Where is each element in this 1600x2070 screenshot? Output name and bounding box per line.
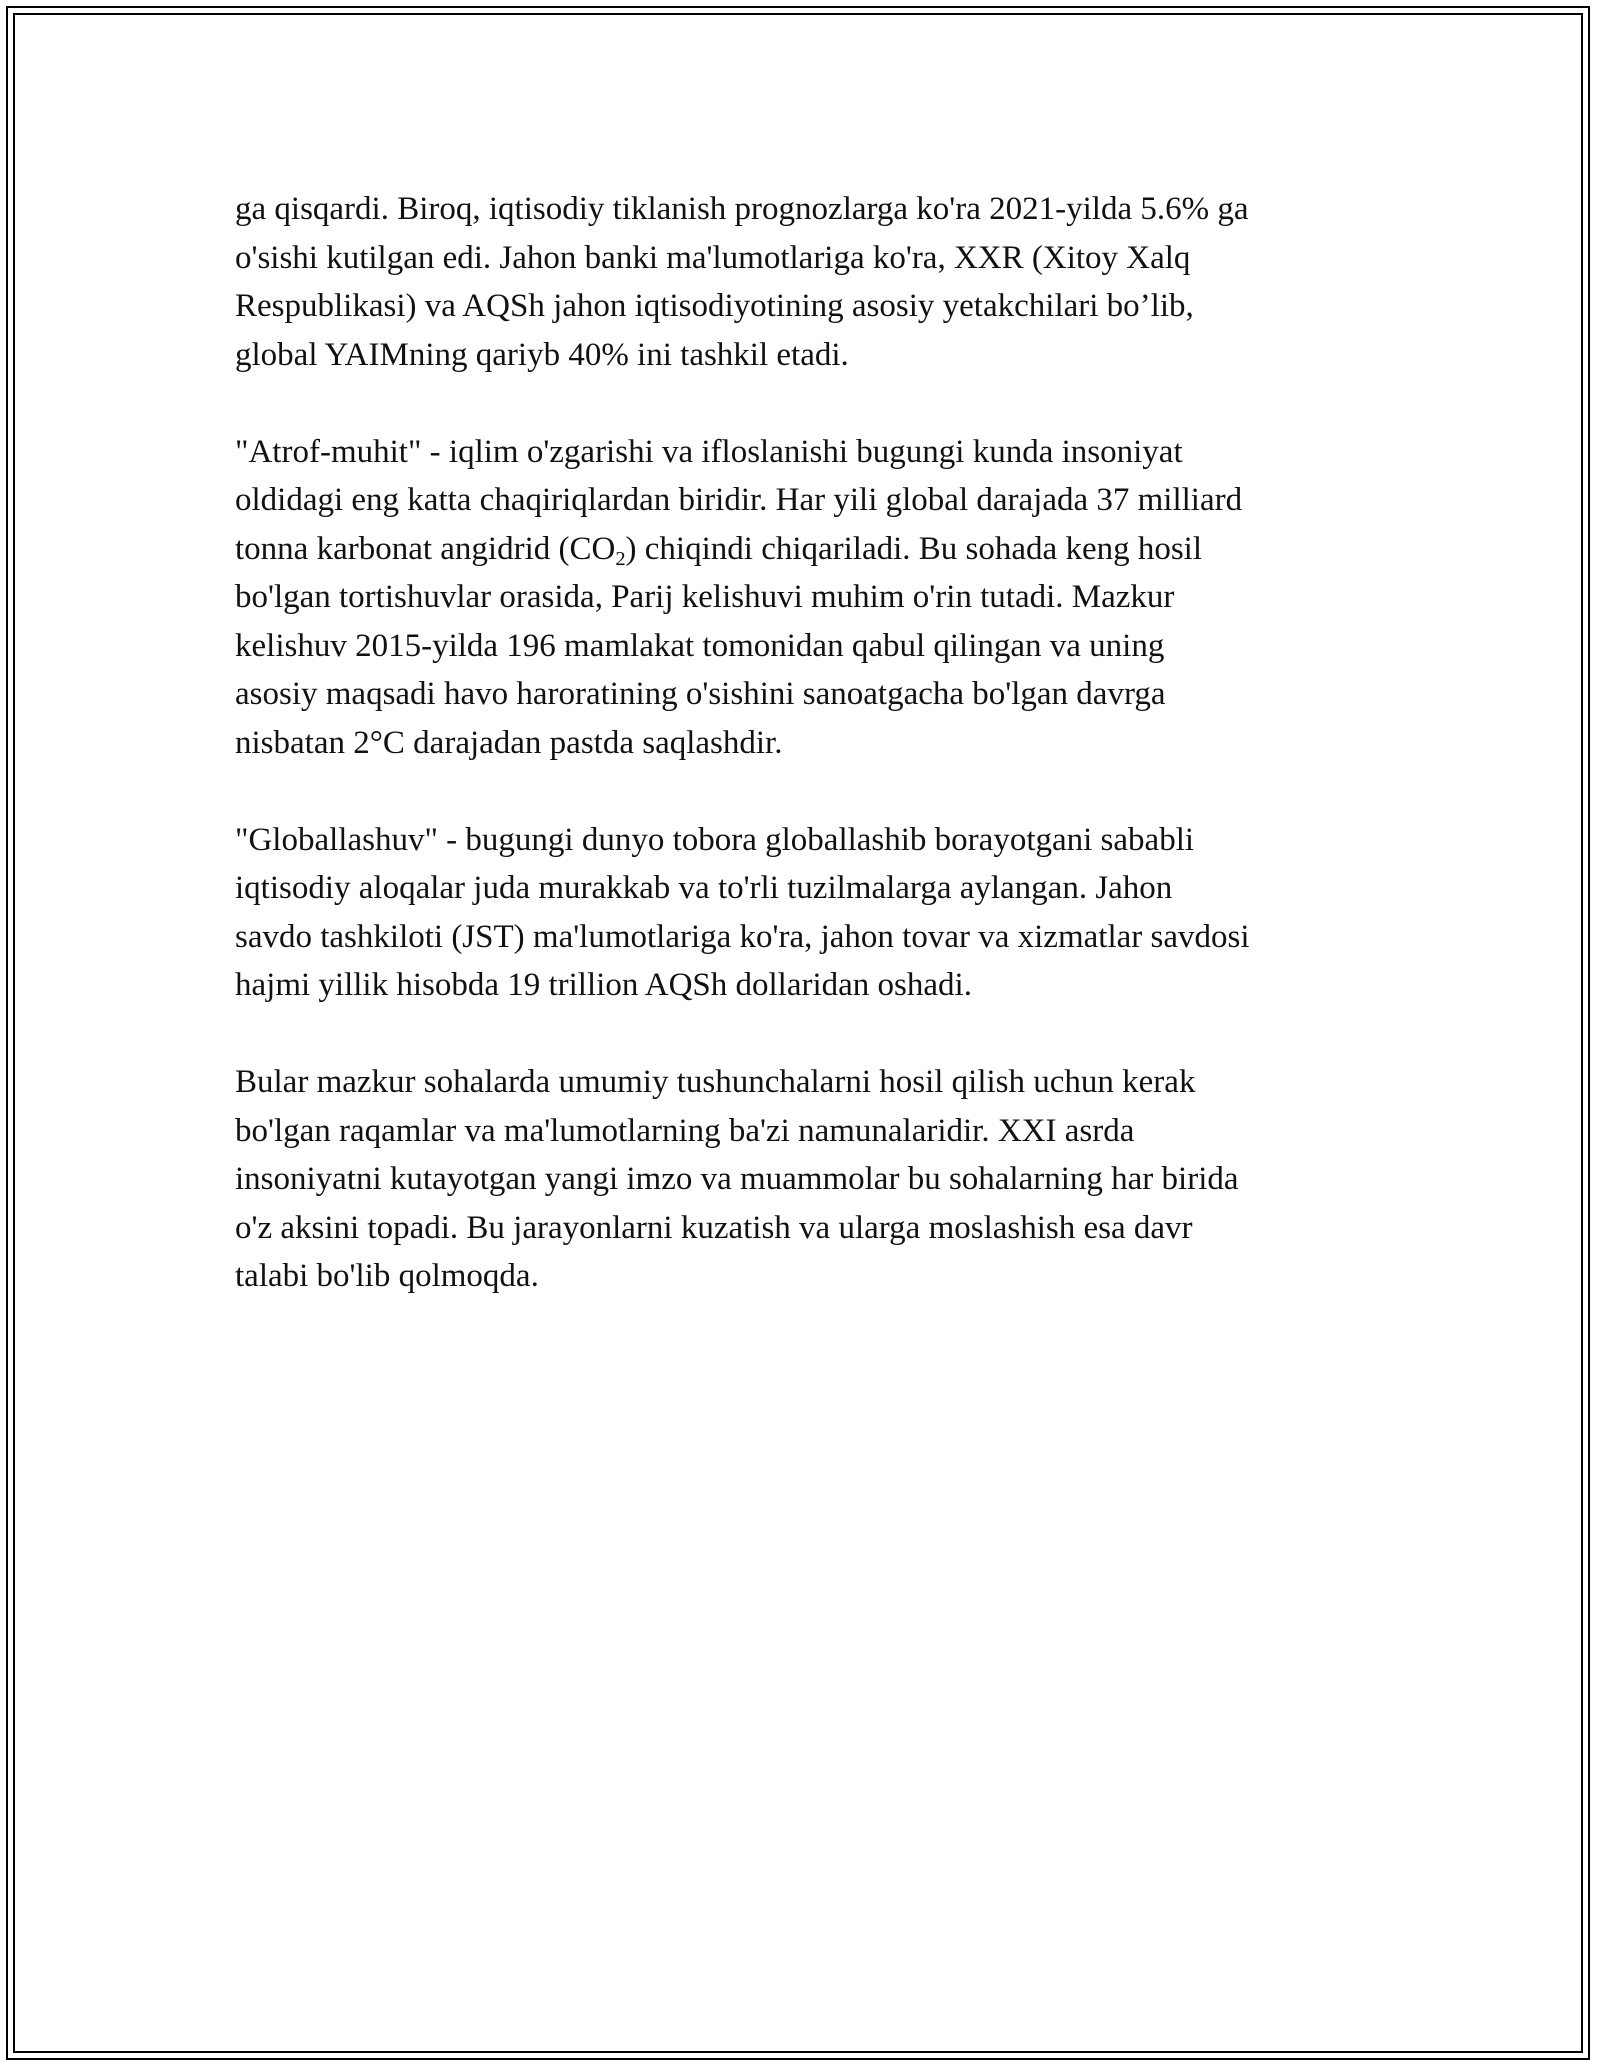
text-line: savdo tashkiloti (JST) ma'lumotlariga ko'ra, jahon tovar va xizmatlar savdosi	[235, 918, 1250, 955]
text-line: asosiy maqsadi havo haroratining o'sishini sanoatgacha bo'lgan davrga	[235, 676, 1166, 712]
paragraph-economy	[235, 185, 1365, 379]
document-body	[235, 185, 1365, 1349]
text-line: Bular mazkur sohalarda umumiy tushunchalarni hosil qilish uchun kerak	[235, 1064, 1196, 1100]
co2-subscript: 2	[615, 547, 626, 570]
text-line: talabi bo'lib qolmoqda.	[235, 1258, 539, 1294]
text-line: bo'lgan tortishuvlar orasida, Parij kelishuvi muhim o'rin tutadi. Mazkur	[235, 579, 1175, 615]
co2-text-before: tonna karbonat angidrid (CO	[235, 530, 616, 567]
paragraph-conclusion	[235, 1058, 1365, 1301]
text-line: o'z aksini topadi. Bu jarayonlarni kuzatish va ularga moslashish esa davr	[235, 1209, 1193, 1246]
text-line: nisbatan 2°C darajadan pastda saqlashdir.	[235, 724, 783, 761]
text-line: Respublikasi) va AQSh jahon iqtisodiyotining asosiy yetakchilari bo’lib,	[235, 288, 1194, 324]
text-line: iqtisodiy aloqalar juda murakkab va to'rli tuzilmalarga aylangan. Jahon	[235, 870, 1173, 906]
text-line: hajmi yillik hisobda 19 trillion AQSh dollaridan oshadi.	[235, 967, 972, 1003]
text-line: kelishuv 2015-yilda 196 mamlakat tomonidan qabul qilingan va uning	[235, 627, 1165, 664]
text-line: "Atrof-muhit" - iqlim o'zgarishi va ifloslanishi bugungi kunda insoniyat	[235, 433, 1183, 470]
paragraph-globalization	[235, 816, 1365, 1010]
text-line: oldidagi eng katta chaqiriqlardan biridir. Har yili global darajada 37 milliard	[235, 482, 1243, 518]
text-line: ga qisqardi. Biroq, iqtisodiy tiklanish prognozlarga ko'ra 2021-yilda 5.6% ga	[235, 191, 1249, 227]
text-line: "Globallashuv" - bugungi dunyo tobora globallashib borayotgani sababli	[235, 821, 1195, 858]
co2-text-after: ) chiqindi chiqariladi. Bu sohada keng hosil	[625, 530, 1203, 567]
text-line: o'sishi kutilgan edi. Jahon banki ma'lumotlariga ko'ra, XXR (Xitoy Xalq	[235, 239, 1191, 276]
text-line-co2	[235, 525, 1365, 574]
text-line: bo'lgan raqamlar va ma'lumotlarning ba'zi namunalaridir. XXI asrda	[235, 1112, 1135, 1149]
text-line: insoniyatni kutayotgan yangi imzo va muammolar bu sohalarning har birida	[235, 1161, 1239, 1197]
text-line: global YAIMning qariyb 40% ini tashkil etadi.	[235, 336, 849, 373]
paragraph-environment	[235, 428, 1365, 768]
